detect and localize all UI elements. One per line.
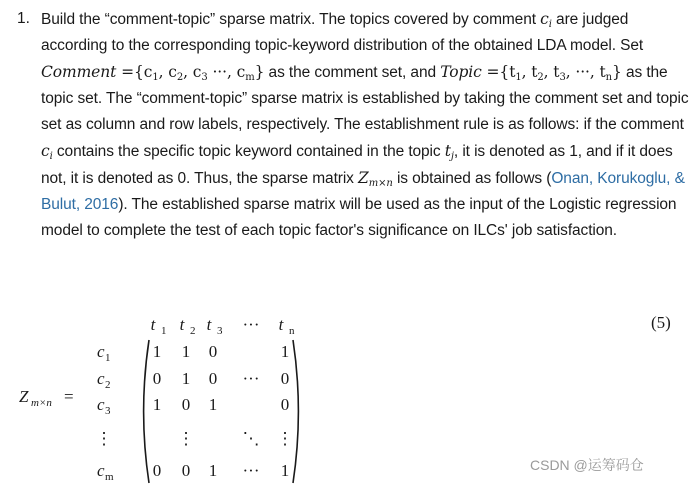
matrix-cell: 0 [152,461,162,480]
text-span: contains the specific topic keyword contained in the topic [52,143,445,160]
math-tj: $t_j$ [444,142,454,162]
list-item-number: 1. [17,10,30,27]
math-ci: $c_i$ [41,142,53,162]
matrix-cell: ··· [242,369,260,388]
matrix-cell: 0 [152,369,162,388]
math-z: $Z_{m\times n}$ [358,169,393,189]
text-span: are judged according to the corresponding topic-keyword distribution of the obtained LDA model. Set [41,11,644,54]
citation-link[interactable]: Onan, Korukoglu, & Bulut, 2016 [41,170,685,213]
column-label: t [150,315,156,334]
math-ci: $c_i$ [540,10,552,30]
text-span: ). The established sparse matrix will be used as the input of the Logistic regression model to complete the test of each topic factor's significance on ILCs' job satisfaction. [41,196,677,239]
row-label: c [97,461,105,480]
matrix-cell: 1 [181,369,191,388]
column-label-sub: 3 [217,325,223,337]
matrix-cell: 0 [280,395,290,414]
matrix-cell: ⋮ [177,429,195,448]
row-label: c [97,395,105,414]
matrix-cell: 1 [208,461,218,480]
equation-number: (5) [651,313,671,332]
text-span: as the comment set, and [264,64,441,81]
math-topic: Topic [440,63,482,81]
matrix-cell: 0 [181,461,191,480]
row-label-sub: 3 [105,405,111,417]
watermark: CSDN @运筹码仓 [530,457,644,473]
column-label: t [179,315,185,334]
left-paren [144,340,149,483]
matrix-cell: 1 [280,461,290,480]
math-comment: Comment [41,63,117,81]
math-topic-set: $=\{t_1$, $t_2$, $t_3$, ···, $t_n$} [481,63,622,83]
matrix-cell: 0 [181,395,191,414]
text-span: Build the “comment-topic” sparse matrix. The topics covered by comment [41,11,541,28]
text-span: as the topic set. The “comment-topic” sparse matrix is established by taking the comment set and topic set as column and row labels, respectively. The establishment rule is as follows: if the comment [41,64,689,133]
matrix-cell: 1 [181,342,191,361]
text-span: , it is denoted as 1, and if it does not, it is denoted as 0. Thus, the sparse matrix [41,143,673,187]
matrix-cell: ··· [242,461,260,480]
column-label: ··· [242,315,260,334]
matrix-cell: 1 [152,342,162,361]
column-label-sub: 2 [190,325,196,337]
row-label-sub: 1 [105,352,111,364]
column-label: t [278,315,284,334]
text-span: is obtained as follows ( [392,170,552,187]
matrix-cell: 1 [280,342,290,361]
row-label-sub: 2 [105,379,111,391]
matrix-cell: 0 [208,342,218,361]
matrix-cell: 1 [152,395,162,414]
matrix-cell: 0 [208,369,218,388]
matrix-cell: 0 [280,369,290,388]
paragraph-body [41,6,691,244]
row-label: ⋮ [95,429,113,448]
equals-sign: = [64,387,74,406]
column-label-sub: 1 [161,325,167,337]
matrix-cell: 1 [208,395,218,414]
matrix-cell: ⋮ [276,429,294,448]
right-paren [293,340,298,483]
column-label: t [206,315,212,334]
row-label: c [97,369,105,388]
row-label: c [97,342,105,361]
math-comment-set: $=\{c_1$, $c_2$, $c_3$ ···, $c_m$} [116,63,265,83]
equation-lhs-sub: m×n [31,397,52,409]
equation-lhs: Z [19,387,29,406]
row-label-sub: m [105,471,114,483]
matrix-cell: ⋱ [242,429,260,448]
column-label-sub: n [289,325,295,337]
matrix-group [19,315,298,483]
